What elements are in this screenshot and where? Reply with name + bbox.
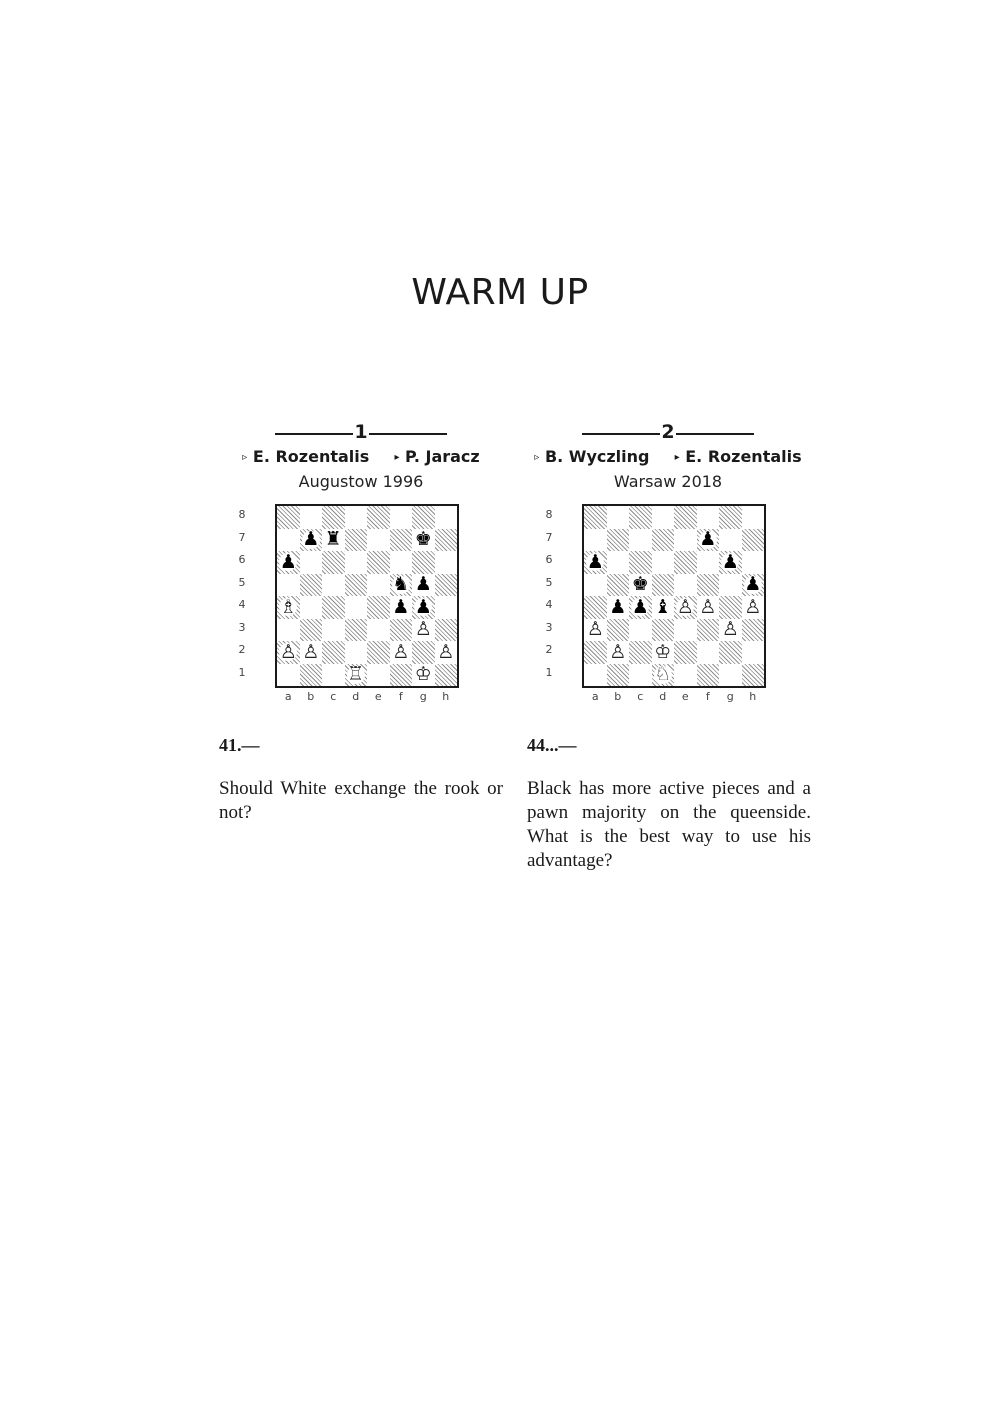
black-pawn-icon: ♟ bbox=[699, 528, 717, 551]
square-f8 bbox=[390, 506, 413, 529]
black-player: E. Rozentalis bbox=[685, 447, 802, 466]
square-a7 bbox=[584, 529, 607, 552]
square-f6 bbox=[390, 551, 413, 574]
square-d4 bbox=[652, 596, 675, 619]
square-f4 bbox=[697, 596, 720, 619]
square-a6 bbox=[277, 551, 300, 574]
square-e1 bbox=[367, 664, 390, 687]
square-g4 bbox=[412, 596, 435, 619]
square-c3 bbox=[322, 619, 345, 642]
square-d1 bbox=[345, 664, 368, 687]
square-e5 bbox=[367, 574, 390, 597]
black-rook-icon: ♜ bbox=[324, 528, 342, 551]
square-g7 bbox=[412, 529, 435, 552]
square-f2 bbox=[697, 641, 720, 664]
square-e6 bbox=[367, 551, 390, 574]
square-e1 bbox=[674, 664, 697, 687]
square-f3 bbox=[390, 619, 413, 642]
square-c5 bbox=[322, 574, 345, 597]
rank-label: 6 bbox=[545, 553, 553, 566]
white-knight-icon: ♘ bbox=[654, 663, 672, 686]
black-knight-icon: ♞ bbox=[392, 573, 410, 596]
square-d2 bbox=[345, 641, 368, 664]
file-labels bbox=[584, 690, 764, 703]
square-e8 bbox=[674, 506, 697, 529]
black-player: P. Jaracz bbox=[405, 447, 480, 466]
file-label: c bbox=[637, 690, 644, 703]
number-rule-left bbox=[582, 433, 660, 435]
square-d7 bbox=[345, 529, 368, 552]
square-a7 bbox=[277, 529, 300, 552]
file-labels bbox=[277, 690, 457, 703]
puzzle-2 bbox=[518, 420, 818, 716]
square-a5 bbox=[277, 574, 300, 597]
white-pawn-icon: ♙ bbox=[609, 640, 627, 663]
square-b4 bbox=[300, 596, 323, 619]
square-e2 bbox=[367, 641, 390, 664]
square-g6 bbox=[412, 551, 435, 574]
square-c8 bbox=[322, 506, 345, 529]
square-e7 bbox=[367, 529, 390, 552]
white-king-icon: ♔ bbox=[414, 663, 432, 686]
square-b3 bbox=[607, 619, 630, 642]
rank-label: 4 bbox=[238, 598, 246, 611]
event-venue: Warsaw 2018 bbox=[613, 472, 723, 491]
square-e4 bbox=[367, 596, 390, 619]
square-c6 bbox=[322, 551, 345, 574]
square-f6 bbox=[697, 551, 720, 574]
square-h7 bbox=[742, 529, 765, 552]
chess-board bbox=[582, 504, 766, 688]
white-pawn-icon: ♙ bbox=[676, 595, 694, 618]
rank-label: 2 bbox=[238, 643, 246, 656]
square-a3 bbox=[584, 619, 607, 642]
square-d2 bbox=[652, 641, 675, 664]
square-d6 bbox=[345, 551, 368, 574]
black-bishop-icon: ♝ bbox=[654, 595, 672, 618]
white-player: E. Rozentalis bbox=[252, 447, 370, 466]
square-e7 bbox=[674, 529, 697, 552]
square-a6 bbox=[584, 551, 607, 574]
square-c2 bbox=[322, 641, 345, 664]
square-a1 bbox=[277, 664, 300, 687]
square-a8 bbox=[277, 506, 300, 529]
black-pawn-icon: ♟ bbox=[414, 595, 432, 618]
rank-labels bbox=[235, 504, 249, 684]
square-b8 bbox=[300, 506, 323, 529]
square-a8 bbox=[584, 506, 607, 529]
file-label: d bbox=[659, 690, 667, 703]
square-b5 bbox=[607, 574, 630, 597]
square-f7 bbox=[390, 529, 413, 552]
square-g6 bbox=[719, 551, 742, 574]
square-h6 bbox=[742, 551, 765, 574]
file-label: h bbox=[749, 690, 757, 703]
number-rule-right bbox=[369, 433, 447, 435]
square-d6 bbox=[652, 551, 675, 574]
white-pawn-icon: ♙ bbox=[437, 640, 455, 663]
file-label: a bbox=[284, 690, 292, 703]
square-d5 bbox=[652, 574, 675, 597]
rank-label: 8 bbox=[238, 508, 246, 521]
square-b8 bbox=[607, 506, 630, 529]
square-a4 bbox=[277, 596, 300, 619]
square-f1 bbox=[390, 664, 413, 687]
puzzle-number: 2 bbox=[661, 421, 675, 443]
chess-diagram bbox=[545, 504, 774, 716]
square-h6 bbox=[435, 551, 458, 574]
square-e4 bbox=[674, 596, 697, 619]
players-line bbox=[518, 447, 818, 471]
square-b1 bbox=[607, 664, 630, 687]
white-marker-icon: ▹ bbox=[534, 452, 540, 463]
file-label: e bbox=[374, 690, 382, 703]
black-pawn-icon: ♟ bbox=[609, 595, 627, 618]
square-e6 bbox=[674, 551, 697, 574]
square-h8 bbox=[742, 506, 765, 529]
square-a2 bbox=[277, 641, 300, 664]
square-g1 bbox=[412, 664, 435, 687]
file-label: c bbox=[330, 690, 337, 703]
square-b4 bbox=[607, 596, 630, 619]
square-h8 bbox=[435, 506, 458, 529]
chess-board bbox=[275, 504, 459, 688]
rank-label: 5 bbox=[238, 575, 246, 589]
square-e5 bbox=[674, 574, 697, 597]
square-g7 bbox=[719, 529, 742, 552]
square-b5 bbox=[300, 574, 323, 597]
square-h1 bbox=[742, 664, 765, 687]
square-f8 bbox=[697, 506, 720, 529]
square-g8 bbox=[719, 506, 742, 529]
square-b7 bbox=[607, 529, 630, 552]
square-a3 bbox=[277, 619, 300, 642]
square-a4 bbox=[584, 596, 607, 619]
square-g2 bbox=[412, 641, 435, 664]
white-player: B. Wyczling bbox=[544, 447, 650, 466]
square-e8 bbox=[367, 506, 390, 529]
rank-label: 4 bbox=[545, 598, 553, 611]
page-title: WARM UP bbox=[411, 272, 589, 313]
square-d7 bbox=[652, 529, 675, 552]
white-pawn-icon: ♙ bbox=[699, 595, 717, 618]
black-king-icon: ♚ bbox=[414, 528, 432, 551]
puzzle-number: 1 bbox=[354, 421, 368, 443]
puzzle-question: Black has more active pieces and a pawn majority on the queenside. What is the best way to use his advantage? bbox=[527, 778, 811, 871]
file-label: b bbox=[307, 690, 315, 703]
square-d8 bbox=[345, 506, 368, 529]
square-h7 bbox=[435, 529, 458, 552]
square-d1 bbox=[652, 664, 675, 687]
puzzle-number-row bbox=[518, 420, 818, 446]
black-pawn-icon: ♟ bbox=[414, 573, 432, 596]
square-g3 bbox=[719, 619, 742, 642]
square-g5 bbox=[412, 574, 435, 597]
white-pawn-icon: ♙ bbox=[586, 618, 604, 641]
square-h5 bbox=[435, 574, 458, 597]
rank-label: 5 bbox=[545, 575, 553, 589]
square-c4 bbox=[322, 596, 345, 619]
square-c7 bbox=[629, 529, 652, 552]
file-label: e bbox=[681, 690, 689, 703]
puzzle-question: Should White exchange the rook or not? bbox=[219, 778, 503, 823]
black-pawn-icon: ♟ bbox=[392, 595, 410, 618]
players-line bbox=[211, 447, 511, 471]
white-pawn-icon: ♙ bbox=[414, 618, 432, 641]
rank-label: 2 bbox=[545, 643, 553, 656]
square-c1 bbox=[629, 664, 652, 687]
square-b2 bbox=[607, 641, 630, 664]
square-h4 bbox=[742, 596, 765, 619]
square-f2 bbox=[390, 641, 413, 664]
square-b3 bbox=[300, 619, 323, 642]
square-f5 bbox=[697, 574, 720, 597]
number-rule-left bbox=[275, 433, 353, 435]
black-pawn-icon: ♟ bbox=[586, 550, 604, 573]
square-f3 bbox=[697, 619, 720, 642]
square-h5 bbox=[742, 574, 765, 597]
file-label: g bbox=[726, 690, 734, 703]
white-king-icon: ♔ bbox=[654, 640, 672, 663]
square-c8 bbox=[629, 506, 652, 529]
black-pawn-icon: ♟ bbox=[631, 595, 649, 618]
black-pawn-icon: ♟ bbox=[744, 573, 762, 596]
file-label: f bbox=[398, 690, 403, 703]
square-c6 bbox=[629, 551, 652, 574]
square-g5 bbox=[719, 574, 742, 597]
square-b7 bbox=[300, 529, 323, 552]
file-label: d bbox=[352, 690, 360, 703]
black-marker-icon: ▸ bbox=[394, 452, 400, 463]
square-e3 bbox=[674, 619, 697, 642]
white-pawn-icon: ♙ bbox=[392, 640, 410, 663]
square-a5 bbox=[584, 574, 607, 597]
square-d8 bbox=[652, 506, 675, 529]
square-b2 bbox=[300, 641, 323, 664]
square-b1 bbox=[300, 664, 323, 687]
square-h3 bbox=[742, 619, 765, 642]
square-c3 bbox=[629, 619, 652, 642]
square-f7 bbox=[697, 529, 720, 552]
event-venue: Augustow 1996 bbox=[298, 472, 424, 491]
rank-label: 8 bbox=[545, 508, 553, 521]
square-d4 bbox=[345, 596, 368, 619]
square-h1 bbox=[435, 664, 458, 687]
square-h4 bbox=[435, 596, 458, 619]
square-c5 bbox=[629, 574, 652, 597]
square-f4 bbox=[390, 596, 413, 619]
rank-label: 3 bbox=[545, 620, 553, 634]
chess-diagram bbox=[238, 504, 467, 716]
square-b6 bbox=[300, 551, 323, 574]
white-rook-icon: ♖ bbox=[347, 663, 365, 686]
square-a2 bbox=[584, 641, 607, 664]
square-e3 bbox=[367, 619, 390, 642]
square-g2 bbox=[719, 641, 742, 664]
square-h2 bbox=[435, 641, 458, 664]
square-d3 bbox=[345, 619, 368, 642]
square-d5 bbox=[345, 574, 368, 597]
rank-label: 1 bbox=[238, 665, 246, 679]
black-to-move-marker-icon: ▸ bbox=[674, 452, 680, 463]
file-label: f bbox=[705, 690, 710, 703]
square-g8 bbox=[412, 506, 435, 529]
black-pawn-icon: ♟ bbox=[279, 550, 297, 573]
file-label: h bbox=[442, 690, 450, 703]
rank-label: 1 bbox=[545, 665, 553, 679]
square-c7 bbox=[322, 529, 345, 552]
square-f5 bbox=[390, 574, 413, 597]
square-g3 bbox=[412, 619, 435, 642]
square-c1 bbox=[322, 664, 345, 687]
square-a1 bbox=[584, 664, 607, 687]
white-to-move-marker-icon: ▹ bbox=[242, 452, 248, 463]
black-king-icon: ♚ bbox=[631, 573, 649, 596]
square-g4 bbox=[719, 596, 742, 619]
black-pawn-icon: ♟ bbox=[721, 550, 739, 573]
rank-label: 7 bbox=[238, 530, 246, 544]
rank-label: 6 bbox=[238, 553, 246, 566]
white-pawn-icon: ♙ bbox=[744, 595, 762, 618]
black-pawn-icon: ♟ bbox=[302, 528, 320, 551]
rank-labels bbox=[542, 504, 556, 684]
square-c4 bbox=[629, 596, 652, 619]
square-d3 bbox=[652, 619, 675, 642]
square-h3 bbox=[435, 619, 458, 642]
rank-label: 7 bbox=[545, 530, 553, 544]
white-pawn-icon: ♙ bbox=[721, 618, 739, 641]
square-e2 bbox=[674, 641, 697, 664]
number-rule-right bbox=[676, 433, 754, 435]
square-c2 bbox=[629, 641, 652, 664]
white-bishop-icon: ♗ bbox=[279, 595, 297, 618]
square-h2 bbox=[742, 641, 765, 664]
puzzle-number-row bbox=[211, 420, 511, 446]
square-g1 bbox=[719, 664, 742, 687]
square-f1 bbox=[697, 664, 720, 687]
white-pawn-icon: ♙ bbox=[279, 640, 297, 663]
puzzle-1 bbox=[211, 420, 511, 716]
rank-label: 3 bbox=[238, 620, 246, 634]
file-label: a bbox=[591, 690, 599, 703]
square-b6 bbox=[607, 551, 630, 574]
white-pawn-icon: ♙ bbox=[302, 640, 320, 663]
move-number: 41.— bbox=[219, 735, 260, 755]
file-label: b bbox=[614, 690, 622, 703]
move-number: 44...— bbox=[527, 735, 577, 755]
file-label: g bbox=[419, 690, 427, 703]
